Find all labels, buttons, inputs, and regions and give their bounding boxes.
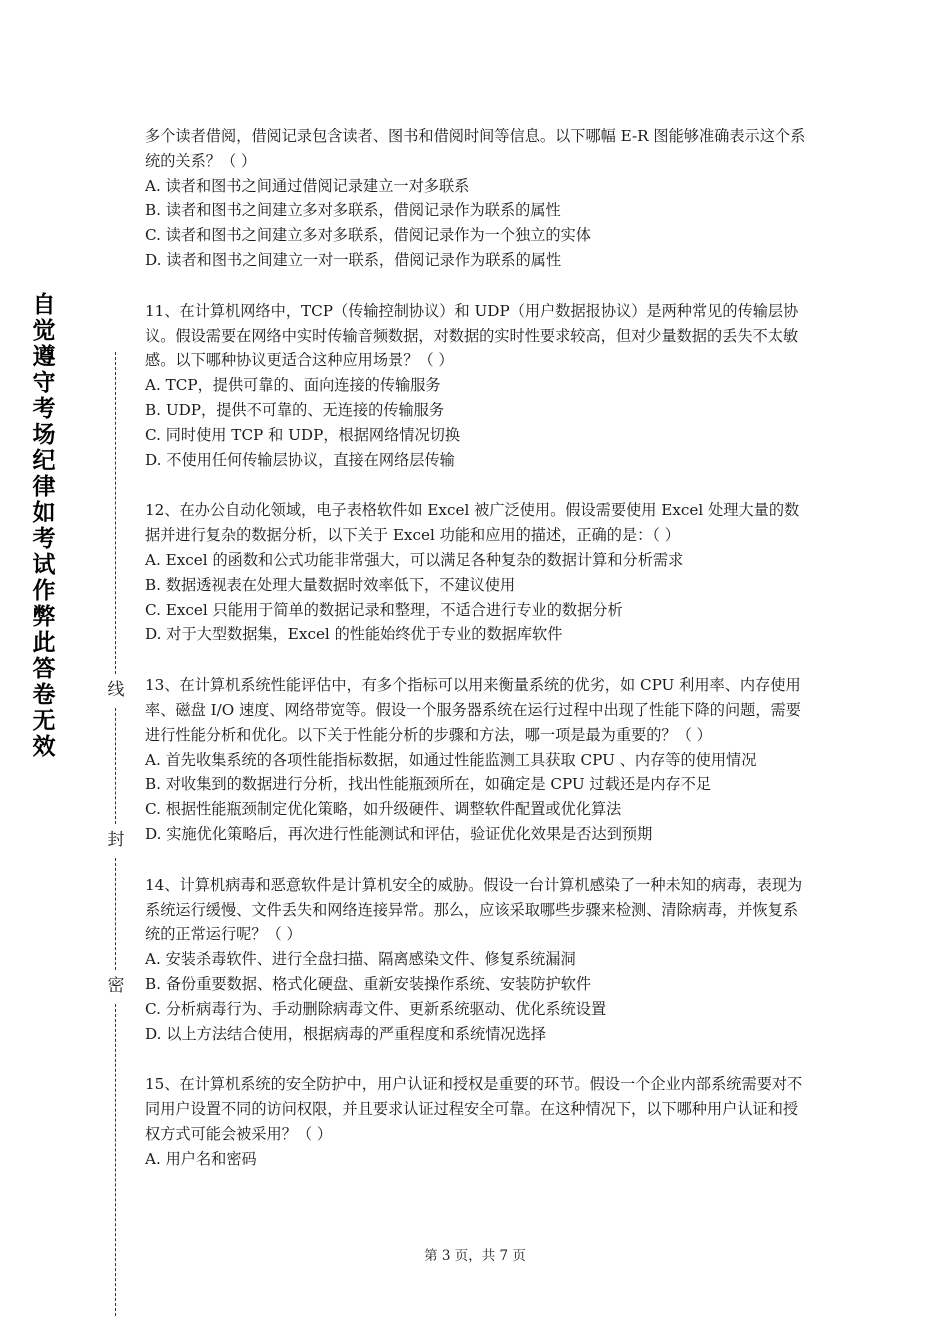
option-a: A. 用户名和密码 xyxy=(145,1149,257,1168)
option-d: D. 不使用任何传输层协议，直接在网络层传输 xyxy=(145,450,455,469)
question-stem: 11、在计算机网络中，TCP（传输控制协议）和 UDP（用户数据报协议）是两种常见的传输层协议。假设需要在网络中实时传输音频数据，对数据的实时性要求较高，但对少量数据的丢失不太敏感。以下哪种协议更适合这种应用场景？（ ） xyxy=(145,301,799,370)
question-stem: 多个读者借阅，借阅记录包含读者、图书和借阅时间等信息。以下哪幅 E-R 图能够准确表示这个系统的关系？（ ） xyxy=(145,127,806,170)
binding-mark-feng: 封 xyxy=(104,828,128,852)
question-stem: 12、在办公自动化领域，电子表格软件如 Excel 被广泛使用。假设需要使用 Excel 处理大量的数据并进行复杂的数据分析，以下关于 Excel 功能和应用的描述，正确的是：（ ） xyxy=(145,501,800,545)
option-b: B. 备份重要数据、格式化硬盘、重新安装操作系统、安装防护软件 xyxy=(145,974,592,993)
option-d: D. 以上方法结合使用，根据病毒的严重程度和系统情况选择 xyxy=(145,1024,546,1043)
option-d: D. 实施优化策略后，再次进行性能测试和评估，验证优化效果是否达到预期 xyxy=(145,824,653,843)
question-list xyxy=(145,124,810,1197)
binding-dashed-line-2 xyxy=(115,708,116,824)
question-10 xyxy=(145,124,810,273)
option-b: B. UDP，提供不可靠的、无连接的传输服务 xyxy=(145,400,445,419)
binding-dashed-line-4 xyxy=(115,1004,116,1316)
question-15 xyxy=(145,1072,810,1171)
option-c: C. 分析病毒行为、手动删除病毒文件、更新系统驱动、优化系统设置 xyxy=(145,999,607,1018)
page-number: 第 3 页，共 7 页 xyxy=(424,1248,526,1264)
option-a: A. 读者和图书之间通过借阅记录建立一对多联系 xyxy=(145,176,470,195)
option-d: D. 对于大型数据集，Excel 的性能始终优于专业的数据库软件 xyxy=(145,625,563,644)
binding-mark-xian: 线 xyxy=(104,678,128,702)
question-stem: 14、计算机病毒和恶意软件是计算机安全的威胁。假设一台计算机感染了一种未知的病毒，表现为系统运行缓慢、文件丢失和网络连接异常。那么，应该采取哪些步骤来检测、清除病毒，并恢复系统的正常运行呢？（ ） xyxy=(145,875,803,944)
option-b: B. 对收集到的数据进行分析，找出性能瓶颈所在，如确定是 CPU 过载还是内存不足 xyxy=(145,775,712,794)
question-stem: 13、在计算机系统性能评估中，有多个指标可以用来衡量系统的优劣，如 CPU 利用率、内存使用率、磁盘 I/O 速度、网络带宽等。假设一个服务器系统在运行过程中出现了性能下降的问题，需要进行性能分析和优化。以下关于性能分析的步骤和方法，哪一项是最为重要的？（ ） xyxy=(145,676,801,744)
option-c: C. 同时使用 TCP 和 UDP，根据网络情况切换 xyxy=(145,425,461,444)
binding-mark-mi: 密 xyxy=(104,974,128,998)
option-b: B. 数据透视表在处理大量数据时效率低下，不建议使用 xyxy=(145,575,516,594)
option-c: C. 根据性能瓶颈制定优化策略，如升级硬件、调整软件配置或优化算法 xyxy=(145,800,622,819)
option-b: B. 读者和图书之间建立多对多联系，借阅记录作为联系的属性 xyxy=(145,201,561,220)
exam-discipline-notice: 自觉遵守考场纪律如考试作弊此答卷无效 xyxy=(32,292,56,760)
question-14 xyxy=(145,873,810,1047)
option-d: D. 读者和图书之间建立一对一联系，借阅记录作为联系的属性 xyxy=(145,250,562,269)
question-stem: 15、在计算机系统的安全防护中，用户认证和授权是重要的环节。假设一个企业内部系统需要对不同用户设置不同的访问权限，并且要求认证过程安全可靠。在这种情况下，以下哪种用户认证和授权方式可能会被采用？（ ） xyxy=(145,1075,803,1143)
option-a: A. TCP，提供可靠的、面向连接的传输服务 xyxy=(145,376,441,395)
question-11 xyxy=(145,299,810,473)
binding-dashed-line-1 xyxy=(115,352,116,674)
question-12 xyxy=(145,498,810,647)
option-c: C. Excel 只能用于简单的数据记录和整理，不适合进行专业的数据分析 xyxy=(145,600,623,619)
question-13 xyxy=(145,673,810,847)
binding-dashed-line-3 xyxy=(115,858,116,970)
option-a: A. Excel 的函数和公式功能非常强大，可以满足各种复杂的数据计算和分析需求 xyxy=(145,550,684,569)
option-a: A. 首先收集系统的各项性能指标数据，如通过性能监测工具获取 CPU 、内存等的使用情况 xyxy=(145,750,757,769)
option-a: A. 安装杀毒软件、进行全盘扫描、隔离感染文件、修复系统漏洞 xyxy=(145,950,576,969)
option-c: C. 读者和图书之间建立多对多联系，借阅记录作为一个独立的实体 xyxy=(145,226,591,245)
